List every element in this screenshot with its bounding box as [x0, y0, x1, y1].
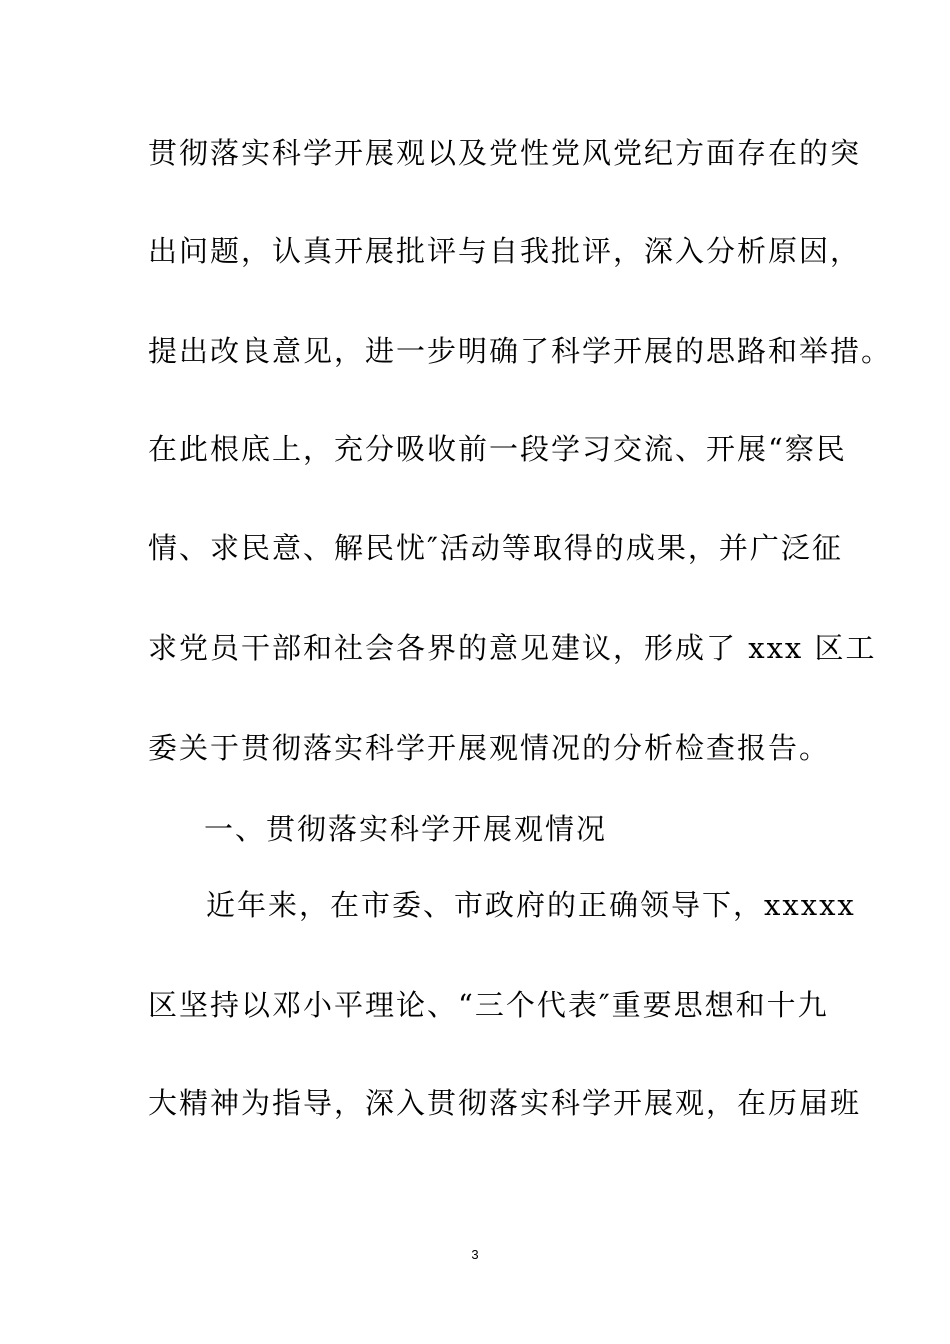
body-text-line-2: 出问题，认真开展批评与自我批评，深入分析原因，: [148, 234, 862, 268]
section-heading: 一、贯彻落实科学开展观情况: [204, 812, 608, 846]
body-text-line-3: 提出改良意见，进一步明确了科学开展的思路和举措。: [148, 334, 893, 368]
body-text-line-9: 近年来，在市委、市政府的正确领导下，xxxxx: [206, 888, 856, 922]
body-text-line-7: 委关于贯彻落实科学开展观情况的分析检查报告。: [148, 731, 831, 765]
page-number: 3: [471, 1247, 479, 1262]
body-text-line-5: 情、求民意、解民忧″活动等取得的成果，并广泛征: [148, 531, 843, 565]
body-text-line-11: 大精神为指导，深入贯彻落实科学开展观，在历届班: [148, 1086, 862, 1120]
body-text-line-6: 求党员干部和社会各界的意见建议，形成了 xxx 区工: [148, 631, 877, 665]
body-text-line-1: 贯彻落实科学开展观以及党性党风党纪方面存在的突: [148, 136, 862, 170]
body-text-line-10: 区坚持以邓小平理论、“三个代表″重要思想和十九: [148, 988, 829, 1022]
body-text-line-4: 在此根底上，充分吸收前一段学习交流、开展“察民: [148, 432, 847, 466]
